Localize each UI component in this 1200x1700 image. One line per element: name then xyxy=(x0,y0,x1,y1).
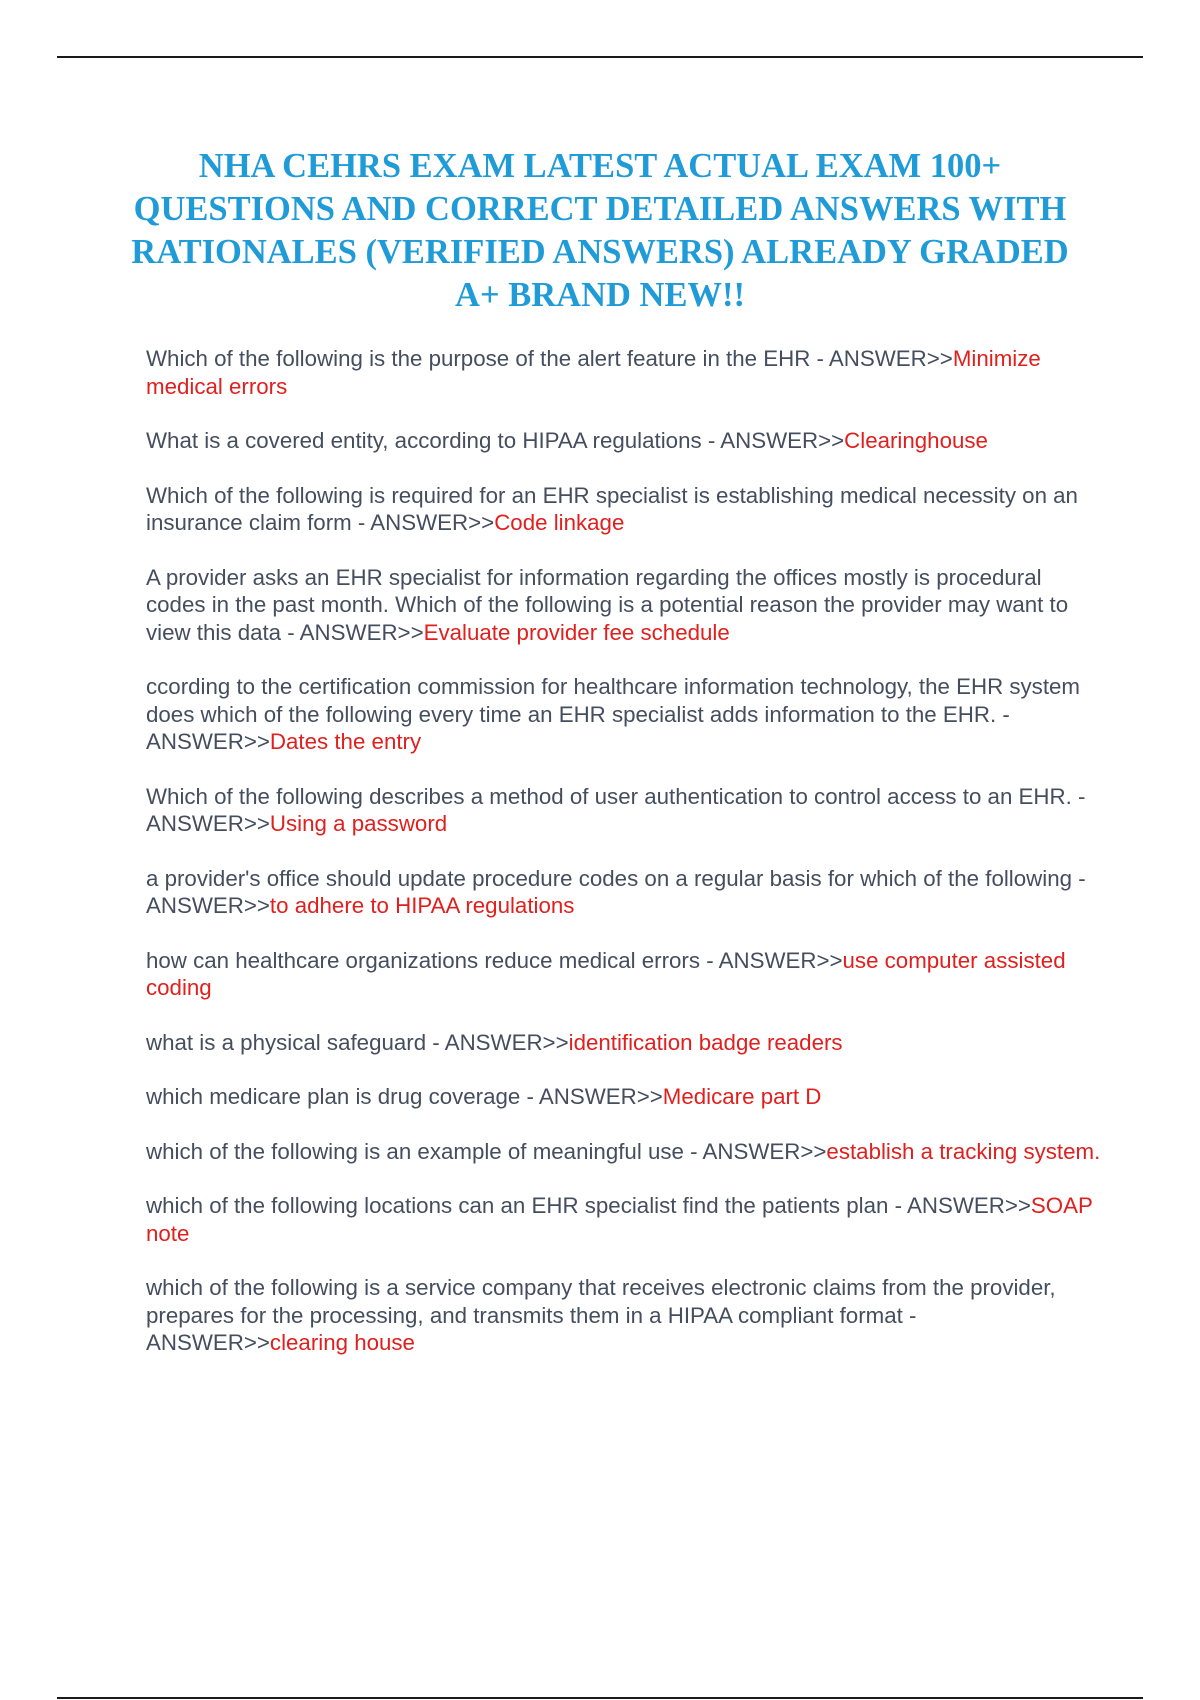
qa-item xyxy=(146,482,1106,537)
qa-item xyxy=(146,1138,1106,1166)
qa-list xyxy=(146,345,1106,1384)
question-text: What is a covered entity, according to HIPAA regulations xyxy=(146,428,702,453)
qa-item xyxy=(146,865,1106,920)
answer-separator: - ANSWER>> xyxy=(426,1029,569,1055)
question-text: which medicare plan is drug coverage xyxy=(146,1084,521,1109)
answer-separator: - ANSWER>> xyxy=(683,1138,827,1164)
answer-text: to adhere to HIPAA regulations xyxy=(269,893,575,918)
answer-text: use computer assisted coding xyxy=(146,947,1066,1000)
answer-text: SOAP note xyxy=(146,1193,1093,1246)
qa-item xyxy=(146,783,1106,838)
qa-item xyxy=(146,1083,1106,1111)
answer-separator: - ANSWER>> xyxy=(351,510,495,535)
answer-separator: - ANSWER>> xyxy=(810,346,953,371)
qa-item xyxy=(146,1192,1106,1247)
answer-text: Medicare part D xyxy=(662,1084,822,1109)
question-text: how can healthcare organizations reduce medical errors xyxy=(146,947,701,973)
question-text: Which of the following is required for an EHR specialist is establishing medical necessity on an insurance claim form xyxy=(146,482,1078,535)
question-text: Which of the following is the purpose of the alert feature in the EHR xyxy=(146,346,811,371)
qa-item xyxy=(146,564,1106,647)
qa-item xyxy=(146,427,1106,455)
answer-separator: - ANSWER>> xyxy=(146,783,1086,836)
answer-text: Using a password xyxy=(269,811,448,836)
question-text: which of the following locations can an EHR specialist find the patients plan xyxy=(146,1193,889,1218)
answer-text: Clearinghouse xyxy=(844,428,988,453)
qa-item xyxy=(146,1029,1106,1057)
answer-separator: - ANSWER>> xyxy=(888,1193,1031,1218)
answer-text: Evaluate provider fee schedule xyxy=(423,619,730,645)
answer-text: Code linkage xyxy=(494,510,625,535)
answer-text: establish a tracking system. xyxy=(826,1138,1101,1164)
answer-text: Minimize medical errors xyxy=(146,346,1041,399)
answer-separator: - ANSWER>> xyxy=(146,1302,917,1355)
answer-separator: - ANSWER>> xyxy=(701,428,845,453)
question-text: ccording to the certification commission for healthcare information technology, the EHR system does which of the following every time an EHR specialist adds information to the EHR. xyxy=(146,674,1080,727)
question-text: which of the following is an example of meaningful use xyxy=(146,1138,684,1164)
qa-item xyxy=(146,345,1106,400)
qa-item xyxy=(146,947,1106,1002)
answer-separator: - ANSWER>> xyxy=(700,947,843,973)
qa-item xyxy=(146,673,1106,756)
answer-text: identification badge readers xyxy=(568,1029,843,1055)
top-divider xyxy=(57,56,1143,58)
document-title: NHA CEHRS EXAM LATEST ACTUAL EXAM 100+ QUESTIONS AND CORRECT DETAILED ANSWERS WITH RATIONALES (VERIFIED ANSWERS) ALREADY GRADED A+ BRAND NEW!! xyxy=(131,147,1069,314)
answer-separator: - ANSWER>> xyxy=(146,701,1010,754)
qa-item xyxy=(146,1274,1106,1357)
question-text: Which of the following describes a method of user authentication to control access to an EHR. xyxy=(146,783,1072,809)
answer-text: Dates the entry xyxy=(269,729,422,754)
answer-separator: - ANSWER>> xyxy=(520,1084,663,1109)
bottom-divider xyxy=(57,1697,1143,1699)
question-text: which of the following is a service company that receives electronic claims from the provider, prepares for the processing, and transmits them in a HIPAA compliant format xyxy=(146,1275,1056,1328)
question-text: what is a physical safeguard xyxy=(146,1029,427,1055)
question-text: A provider asks an EHR specialist for information regarding the offices mostly is procedural codes in the past month. Which of the following is a potential reason the provider may want to view this data xyxy=(146,564,1069,645)
answer-separator: - ANSWER>> xyxy=(146,865,1086,918)
answer-text: clearing house xyxy=(269,1330,415,1355)
answer-separator: - ANSWER>> xyxy=(281,619,424,645)
question-text: a provider's office should update procedure codes on a regular basis for which of the following xyxy=(146,865,1073,891)
